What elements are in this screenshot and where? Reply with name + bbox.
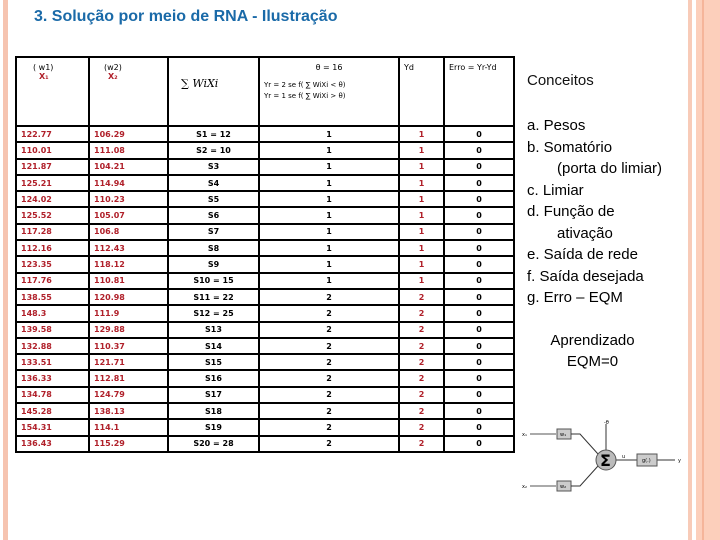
x1-cell: 132.88 bbox=[16, 338, 89, 354]
sum-cell: S15 bbox=[168, 354, 259, 370]
aprendizado-note bbox=[540, 330, 645, 372]
sum-cell: S7 bbox=[168, 224, 259, 240]
x2-label: x₂ bbox=[522, 484, 527, 490]
erro-cell: 0 bbox=[444, 370, 514, 386]
concept-item: g. Erro – EQM bbox=[527, 289, 623, 306]
x2-cell: 104.21 bbox=[89, 159, 168, 175]
table-row bbox=[16, 403, 514, 419]
x2-cell: 106.29 bbox=[89, 126, 168, 142]
x1-cell: 154.31 bbox=[16, 419, 89, 435]
concept-item: c. Limiar bbox=[527, 181, 584, 199]
concept-item: b. Somatório bbox=[527, 138, 613, 156]
concept-item: (porta do limiar) bbox=[557, 160, 663, 177]
slide-title: 3. Solução por meio de RNA - Ilustração bbox=[34, 8, 338, 25]
yr-cell: 1 bbox=[259, 256, 399, 272]
concept-item: a. Pesos bbox=[527, 117, 586, 134]
x1-cell: 138.55 bbox=[16, 289, 89, 305]
erro-cell: 0 bbox=[444, 175, 514, 191]
neuron-diagram bbox=[520, 420, 690, 500]
yd-cell: 2 bbox=[399, 305, 444, 321]
w1-header: ( w1) bbox=[33, 63, 54, 72]
yd-cell: 1 bbox=[399, 207, 444, 223]
x1-label: x₁ bbox=[522, 432, 527, 438]
yr-cell: 2 bbox=[259, 370, 399, 386]
table-row bbox=[16, 305, 514, 321]
yd-cell: 2 bbox=[399, 370, 444, 386]
x1-cell: 117.76 bbox=[16, 273, 89, 289]
aprendizado-label: Aprendizado bbox=[550, 332, 635, 349]
yd-cell: 2 bbox=[399, 322, 444, 338]
yr-cell: 2 bbox=[259, 322, 399, 338]
erro-cell: 0 bbox=[444, 224, 514, 240]
sum-cell: S11 = 22 bbox=[168, 289, 259, 305]
theta-header: θ = 16 bbox=[315, 63, 343, 72]
yr-cell: 2 bbox=[259, 387, 399, 403]
yd-cell: 2 bbox=[399, 419, 444, 435]
table-row bbox=[16, 419, 514, 435]
x1-cell: 136.33 bbox=[16, 370, 89, 386]
yr-cell: 2 bbox=[259, 436, 399, 452]
sum-cell: S3 bbox=[168, 159, 259, 175]
rna-table bbox=[15, 56, 515, 453]
concept-item: f. Saída desejada bbox=[527, 267, 644, 285]
table-row bbox=[16, 289, 514, 305]
yd-header: Yd bbox=[399, 57, 444, 126]
x1-cell: 134.78 bbox=[16, 387, 89, 403]
erro-cell: 0 bbox=[444, 403, 514, 419]
x1-cell: 124.02 bbox=[16, 191, 89, 207]
concept-item: e. Saída de rede bbox=[527, 246, 638, 263]
table-row bbox=[16, 370, 514, 386]
yd-cell: 1 bbox=[399, 175, 444, 191]
sum-cell: S19 bbox=[168, 419, 259, 435]
eqm-label: EQM=0 bbox=[566, 353, 619, 370]
x2-cell: 121.71 bbox=[89, 354, 168, 370]
table-row bbox=[16, 338, 514, 354]
yr-cell: 1 bbox=[259, 126, 399, 142]
sum-cell: S4 bbox=[168, 175, 259, 191]
x2-cell: 138.13 bbox=[89, 403, 168, 419]
x1-cell: 139.58 bbox=[16, 322, 89, 338]
yr-cell: 2 bbox=[259, 419, 399, 435]
sum-cell: S13 bbox=[168, 322, 259, 338]
erro-cell: 0 bbox=[444, 322, 514, 338]
table-row bbox=[16, 436, 514, 452]
yd-cell: 1 bbox=[399, 126, 444, 142]
x2-cell: 114.1 bbox=[89, 419, 168, 435]
conceitos-title: Conceitos bbox=[527, 72, 594, 89]
u-label: u bbox=[622, 454, 626, 460]
table-row bbox=[16, 354, 514, 370]
x1-header: X₁ bbox=[39, 72, 49, 81]
yd-cell: 1 bbox=[399, 273, 444, 289]
erro-cell: 0 bbox=[444, 126, 514, 142]
right-decor-line bbox=[702, 0, 704, 540]
yd-cell: 2 bbox=[399, 436, 444, 452]
x1-cell: 123.35 bbox=[16, 256, 89, 272]
yd-cell: 1 bbox=[399, 256, 444, 272]
yd-cell: 1 bbox=[399, 142, 444, 158]
table-row bbox=[16, 142, 514, 158]
sum-cell: S14 bbox=[168, 338, 259, 354]
table-row bbox=[16, 256, 514, 272]
table-row bbox=[16, 191, 514, 207]
yr-cell: 1 bbox=[259, 142, 399, 158]
yr-cell: 1 bbox=[259, 207, 399, 223]
x2-cell: 118.12 bbox=[89, 256, 168, 272]
x2-cell: 120.98 bbox=[89, 289, 168, 305]
yd-cell: 2 bbox=[399, 289, 444, 305]
x2-cell: 105.07 bbox=[89, 207, 168, 223]
x2-cell: 110.81 bbox=[89, 273, 168, 289]
x2-cell: 114.94 bbox=[89, 175, 168, 191]
table-row bbox=[16, 273, 514, 289]
erro-cell: 0 bbox=[444, 289, 514, 305]
w2-label: w₂ bbox=[560, 484, 567, 490]
yr-cell: 2 bbox=[259, 305, 399, 321]
x2-cell: 110.37 bbox=[89, 338, 168, 354]
sum-cell: S6 bbox=[168, 207, 259, 223]
sum-cell: S1 = 12 bbox=[168, 126, 259, 142]
erro-cell: 0 bbox=[444, 159, 514, 175]
table-row bbox=[16, 322, 514, 338]
erro-header: Erro = Yr-Yd bbox=[444, 57, 514, 126]
x2-cell: 111.9 bbox=[89, 305, 168, 321]
yd-cell: 2 bbox=[399, 387, 444, 403]
erro-cell: 0 bbox=[444, 387, 514, 403]
erro-cell: 0 bbox=[444, 419, 514, 435]
yd-cell: 2 bbox=[399, 354, 444, 370]
sum-cell: S5 bbox=[168, 191, 259, 207]
conceitos-list bbox=[527, 115, 662, 309]
table-row bbox=[16, 387, 514, 403]
condition-1: Yr = 2 se f( ∑ WiXi < θ) bbox=[264, 81, 346, 89]
x2-cell: 112.43 bbox=[89, 240, 168, 256]
yd-cell: 2 bbox=[399, 403, 444, 419]
sum-cell: S8 bbox=[168, 240, 259, 256]
x1-cell: 133.51 bbox=[16, 354, 89, 370]
w2-header: (w2) bbox=[104, 63, 122, 72]
sum-cell: S10 = 15 bbox=[168, 273, 259, 289]
sum-cell: S18 bbox=[168, 403, 259, 419]
x1-cell: 125.21 bbox=[16, 175, 89, 191]
yr-cell: 2 bbox=[259, 338, 399, 354]
sum-cell: S16 bbox=[168, 370, 259, 386]
yr-cell: 1 bbox=[259, 159, 399, 175]
x1-cell: 125.52 bbox=[16, 207, 89, 223]
yr-cell: 2 bbox=[259, 403, 399, 419]
left-decor-stripe bbox=[3, 0, 8, 540]
table-row bbox=[16, 240, 514, 256]
x1-cell: 112.16 bbox=[16, 240, 89, 256]
y-label: y bbox=[678, 458, 681, 464]
table-row bbox=[16, 175, 514, 191]
yd-cell: 1 bbox=[399, 240, 444, 256]
yr-cell: 1 bbox=[259, 175, 399, 191]
x1-cell: 122.77 bbox=[16, 126, 89, 142]
table-row bbox=[16, 126, 514, 142]
erro-cell: 0 bbox=[444, 207, 514, 223]
x2-header: X₂ bbox=[108, 72, 118, 81]
erro-cell: 0 bbox=[444, 256, 514, 272]
w1-label: w₁ bbox=[560, 432, 567, 438]
yr-cell: 1 bbox=[259, 191, 399, 207]
erro-cell: 0 bbox=[444, 436, 514, 452]
yr-cell: 1 bbox=[259, 273, 399, 289]
x1-cell: 117.28 bbox=[16, 224, 89, 240]
sum-cell: S12 = 25 bbox=[168, 305, 259, 321]
x2-cell: 111.08 bbox=[89, 142, 168, 158]
x2-cell: 110.23 bbox=[89, 191, 168, 207]
x2-cell: 124.79 bbox=[89, 387, 168, 403]
sum-header: ∑ WiXi bbox=[181, 77, 219, 90]
concept-item: ativação bbox=[557, 224, 613, 242]
yd-cell: 2 bbox=[399, 338, 444, 354]
erro-cell: 0 bbox=[444, 338, 514, 354]
condition-2: Yr = 1 se f( ∑ WiXi > θ) bbox=[264, 92, 346, 100]
sigma-icon: Σ bbox=[600, 451, 611, 470]
erro-cell: 0 bbox=[444, 240, 514, 256]
yd-cell: 1 bbox=[399, 191, 444, 207]
erro-cell: 0 bbox=[444, 273, 514, 289]
sum-cell: S9 bbox=[168, 256, 259, 272]
concept-item: d. Função de bbox=[527, 203, 615, 220]
sum-cell: S20 = 28 bbox=[168, 436, 259, 452]
x1-cell: 136.43 bbox=[16, 436, 89, 452]
x1-cell: 110.01 bbox=[16, 142, 89, 158]
x2-cell: 129.88 bbox=[89, 322, 168, 338]
x1-cell: 148.3 bbox=[16, 305, 89, 321]
yr-cell: 1 bbox=[259, 240, 399, 256]
table-row bbox=[16, 224, 514, 240]
x1-cell: 121.87 bbox=[16, 159, 89, 175]
erro-cell: 0 bbox=[444, 191, 514, 207]
right-decor-band bbox=[696, 0, 720, 540]
sum-cell: S17 bbox=[168, 387, 259, 403]
yd-cell: 1 bbox=[399, 159, 444, 175]
x2-cell: 106.8 bbox=[89, 224, 168, 240]
x2-cell: 115.29 bbox=[89, 436, 168, 452]
table-row bbox=[16, 207, 514, 223]
erro-cell: 0 bbox=[444, 305, 514, 321]
yr-cell: 1 bbox=[259, 224, 399, 240]
yr-cell: 2 bbox=[259, 354, 399, 370]
table-header bbox=[16, 57, 514, 126]
theta-label: -θ bbox=[604, 420, 609, 426]
sum-cell: S2 = 10 bbox=[168, 142, 259, 158]
yr-cell: 2 bbox=[259, 289, 399, 305]
erro-cell: 0 bbox=[444, 142, 514, 158]
x2-cell: 112.81 bbox=[89, 370, 168, 386]
x1-cell: 145.28 bbox=[16, 403, 89, 419]
erro-cell: 0 bbox=[444, 354, 514, 370]
yd-cell: 1 bbox=[399, 224, 444, 240]
table-row bbox=[16, 159, 514, 175]
g-label: g(.) bbox=[642, 458, 651, 464]
